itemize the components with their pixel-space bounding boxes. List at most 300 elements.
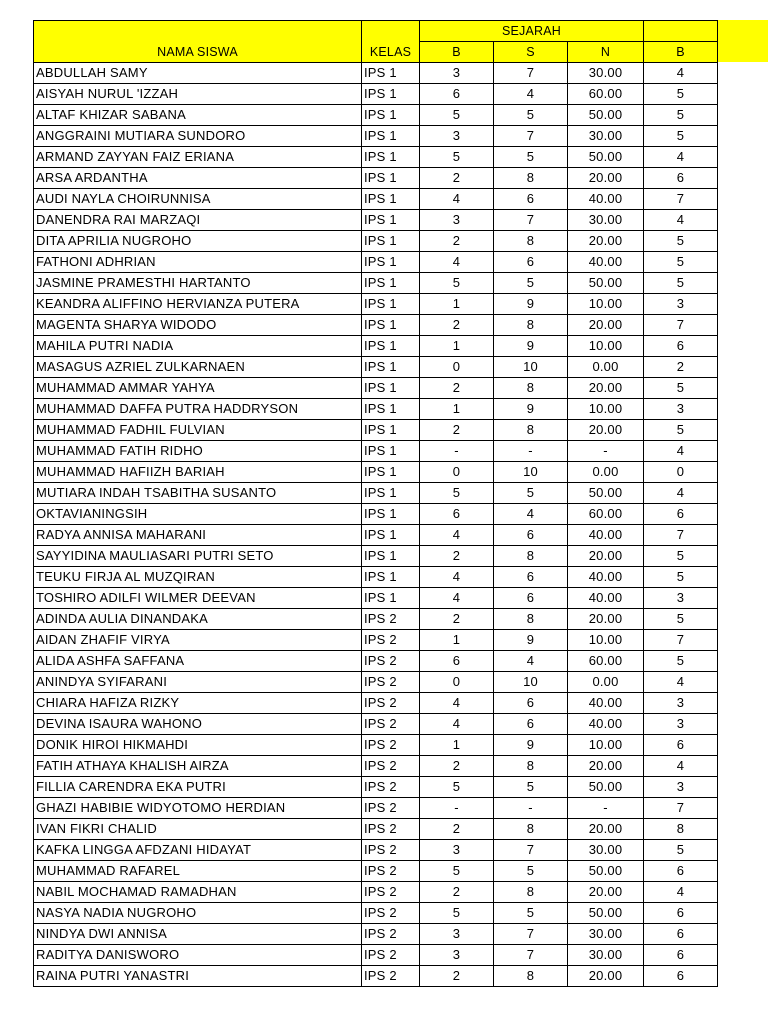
second-b-cell[interactable]: 8 bbox=[644, 819, 718, 840]
class-cell[interactable]: IPS 1 bbox=[362, 252, 420, 273]
wrong-count-cell[interactable]: 10 bbox=[494, 462, 568, 483]
score-cell[interactable]: 40.00 bbox=[568, 525, 644, 546]
class-cell[interactable]: IPS 1 bbox=[362, 378, 420, 399]
student-name-cell[interactable]: KAFKA LINGGA AFDZANI HIDAYAT bbox=[34, 840, 362, 861]
wrong-count-cell[interactable]: 6 bbox=[494, 714, 568, 735]
table-row bbox=[34, 315, 718, 336]
score-cell[interactable]: 20.00 bbox=[568, 420, 644, 441]
correct-count-cell[interactable]: 3 bbox=[420, 924, 494, 945]
score-cell[interactable]: 10.00 bbox=[568, 399, 644, 420]
wrong-count-cell[interactable]: 5 bbox=[494, 483, 568, 504]
wrong-count-cell[interactable]: 6 bbox=[494, 693, 568, 714]
correct-count-cell[interactable]: 1 bbox=[420, 336, 494, 357]
correct-count-cell[interactable]: 5 bbox=[420, 903, 494, 924]
student-name-cell[interactable]: MUHAMMAD AMMAR YAHYA bbox=[34, 378, 362, 399]
second-b-cell[interactable]: 5 bbox=[644, 273, 718, 294]
score-cell[interactable]: 0.00 bbox=[568, 672, 644, 693]
class-cell[interactable]: IPS 1 bbox=[362, 126, 420, 147]
class-cell[interactable]: IPS 2 bbox=[362, 714, 420, 735]
student-name-cell[interactable]: ARMAND ZAYYAN FAIZ ERIANA bbox=[34, 147, 362, 168]
student-name-cell[interactable]: ALTAF KHIZAR SABANA bbox=[34, 105, 362, 126]
score-cell[interactable]: 30.00 bbox=[568, 63, 644, 84]
student-name-cell[interactable]: DITA APRILIA NUGROHO bbox=[34, 231, 362, 252]
second-b-cell[interactable]: 4 bbox=[644, 210, 718, 231]
wrong-count-cell[interactable]: 5 bbox=[494, 861, 568, 882]
correct-count-cell[interactable]: 1 bbox=[420, 294, 494, 315]
class-cell[interactable]: IPS 1 bbox=[362, 462, 420, 483]
second-b-cell[interactable]: 6 bbox=[644, 945, 718, 966]
wrong-count-cell[interactable]: 5 bbox=[494, 777, 568, 798]
second-b-cell[interactable]: 4 bbox=[644, 672, 718, 693]
wrong-count-cell[interactable]: 6 bbox=[494, 252, 568, 273]
header-sejarah-group: SEJARAH bbox=[420, 21, 644, 42]
table-row bbox=[34, 903, 718, 924]
class-cell[interactable]: IPS 2 bbox=[362, 630, 420, 651]
correct-count-cell[interactable]: 2 bbox=[420, 882, 494, 903]
student-name-cell[interactable]: ABDULLAH SAMY bbox=[34, 63, 362, 84]
student-name-cell[interactable]: DEVINA ISAURA WAHONO bbox=[34, 714, 362, 735]
class-cell[interactable]: IPS 2 bbox=[362, 903, 420, 924]
table-row bbox=[34, 357, 718, 378]
wrong-count-cell[interactable]: 8 bbox=[494, 609, 568, 630]
class-cell[interactable]: IPS 1 bbox=[362, 189, 420, 210]
correct-count-cell[interactable]: 3 bbox=[420, 210, 494, 231]
second-b-cell[interactable]: 5 bbox=[644, 84, 718, 105]
wrong-count-cell[interactable]: 7 bbox=[494, 210, 568, 231]
student-score-table bbox=[33, 20, 718, 987]
score-cell[interactable]: 50.00 bbox=[568, 105, 644, 126]
score-cell[interactable]: 20.00 bbox=[568, 882, 644, 903]
student-name-cell[interactable]: MUHAMMAD FADHIL FULVIAN bbox=[34, 420, 362, 441]
score-cell[interactable]: 10.00 bbox=[568, 630, 644, 651]
second-b-cell[interactable]: 6 bbox=[644, 861, 718, 882]
correct-count-cell[interactable]: 6 bbox=[420, 651, 494, 672]
score-cell[interactable]: 60.00 bbox=[568, 504, 644, 525]
score-cell[interactable]: 30.00 bbox=[568, 126, 644, 147]
wrong-count-cell[interactable]: 7 bbox=[494, 924, 568, 945]
correct-count-cell[interactable]: 2 bbox=[420, 420, 494, 441]
class-cell[interactable]: IPS 2 bbox=[362, 861, 420, 882]
correct-count-cell[interactable]: 2 bbox=[420, 609, 494, 630]
table-row bbox=[34, 567, 718, 588]
score-cell[interactable]: - bbox=[568, 798, 644, 819]
correct-count-cell[interactable]: 2 bbox=[420, 315, 494, 336]
second-b-cell[interactable]: 3 bbox=[644, 693, 718, 714]
class-cell[interactable]: IPS 1 bbox=[362, 84, 420, 105]
table-row bbox=[34, 693, 718, 714]
wrong-count-cell[interactable]: 9 bbox=[494, 336, 568, 357]
table-row bbox=[34, 168, 718, 189]
table-row bbox=[34, 798, 718, 819]
student-name-cell[interactable]: MASAGUS AZRIEL ZULKARNAEN bbox=[34, 357, 362, 378]
class-cell[interactable]: IPS 1 bbox=[362, 147, 420, 168]
score-cell[interactable]: 20.00 bbox=[568, 168, 644, 189]
second-b-cell[interactable]: 5 bbox=[644, 651, 718, 672]
score-cell[interactable]: 20.00 bbox=[568, 378, 644, 399]
second-b-cell[interactable]: 2 bbox=[644, 357, 718, 378]
table-row bbox=[34, 777, 718, 798]
score-cell[interactable]: 0.00 bbox=[568, 462, 644, 483]
score-cell[interactable]: 40.00 bbox=[568, 252, 644, 273]
score-cell[interactable]: 50.00 bbox=[568, 273, 644, 294]
table-row bbox=[34, 420, 718, 441]
second-b-cell[interactable]: 6 bbox=[644, 168, 718, 189]
class-cell[interactable]: IPS 1 bbox=[362, 546, 420, 567]
wrong-count-cell[interactable]: 5 bbox=[494, 273, 568, 294]
class-cell[interactable]: IPS 2 bbox=[362, 651, 420, 672]
score-cell[interactable]: 30.00 bbox=[568, 210, 644, 231]
score-cell[interactable]: 10.00 bbox=[568, 336, 644, 357]
correct-count-cell[interactable]: 5 bbox=[420, 777, 494, 798]
header-row-group bbox=[34, 21, 718, 42]
second-b-cell[interactable]: 6 bbox=[644, 924, 718, 945]
class-cell[interactable]: IPS 2 bbox=[362, 840, 420, 861]
student-name-cell[interactable]: RADYA ANNISA MAHARANI bbox=[34, 525, 362, 546]
correct-count-cell[interactable]: - bbox=[420, 798, 494, 819]
table-row bbox=[34, 609, 718, 630]
table-row bbox=[34, 861, 718, 882]
wrong-count-cell[interactable]: 8 bbox=[494, 966, 568, 987]
correct-count-cell[interactable]: 1 bbox=[420, 735, 494, 756]
class-cell[interactable]: IPS 2 bbox=[362, 819, 420, 840]
correct-count-cell[interactable]: 4 bbox=[420, 714, 494, 735]
wrong-count-cell[interactable]: 5 bbox=[494, 147, 568, 168]
class-cell[interactable]: IPS 2 bbox=[362, 609, 420, 630]
student-name-cell[interactable]: ARSA ARDANTHA bbox=[34, 168, 362, 189]
class-cell[interactable]: IPS 1 bbox=[362, 441, 420, 462]
second-b-cell[interactable]: 0 bbox=[644, 462, 718, 483]
wrong-count-cell[interactable]: 8 bbox=[494, 756, 568, 777]
second-b-cell[interactable]: 5 bbox=[644, 546, 718, 567]
class-cell[interactable]: IPS 2 bbox=[362, 924, 420, 945]
student-name-cell[interactable]: FATHONI ADHRIAN bbox=[34, 252, 362, 273]
student-name-cell[interactable]: DONIK HIROI HIKMAHDI bbox=[34, 735, 362, 756]
header-col-b2: B bbox=[644, 42, 718, 63]
score-cell[interactable]: 30.00 bbox=[568, 945, 644, 966]
student-name-cell[interactable]: TEUKU FIRJA AL MUZQIRAN bbox=[34, 567, 362, 588]
class-cell[interactable]: IPS 1 bbox=[362, 63, 420, 84]
table-row bbox=[34, 147, 718, 168]
second-b-cell[interactable]: 7 bbox=[644, 189, 718, 210]
correct-count-cell[interactable]: 4 bbox=[420, 252, 494, 273]
class-cell[interactable]: IPS 1 bbox=[362, 105, 420, 126]
class-cell[interactable]: IPS 2 bbox=[362, 798, 420, 819]
score-cell[interactable]: 40.00 bbox=[568, 189, 644, 210]
class-cell[interactable]: IPS 1 bbox=[362, 315, 420, 336]
class-cell[interactable]: IPS 1 bbox=[362, 504, 420, 525]
score-cell[interactable]: 20.00 bbox=[568, 819, 644, 840]
score-cell[interactable]: 20.00 bbox=[568, 609, 644, 630]
correct-count-cell[interactable]: 2 bbox=[420, 966, 494, 987]
table-row bbox=[34, 966, 718, 987]
wrong-count-cell[interactable]: 6 bbox=[494, 525, 568, 546]
correct-count-cell[interactable]: 1 bbox=[420, 399, 494, 420]
score-cell[interactable]: 60.00 bbox=[568, 651, 644, 672]
table-row bbox=[34, 882, 718, 903]
second-b-cell[interactable]: 5 bbox=[644, 420, 718, 441]
class-cell[interactable]: IPS 1 bbox=[362, 420, 420, 441]
score-cell[interactable]: 40.00 bbox=[568, 588, 644, 609]
correct-count-cell[interactable]: 0 bbox=[420, 357, 494, 378]
wrong-count-cell[interactable]: 9 bbox=[494, 294, 568, 315]
wrong-count-cell[interactable]: 6 bbox=[494, 588, 568, 609]
second-b-cell[interactable]: 5 bbox=[644, 609, 718, 630]
student-name-cell[interactable]: NASYA NADIA NUGROHO bbox=[34, 903, 362, 924]
score-cell[interactable]: 20.00 bbox=[568, 966, 644, 987]
student-name-cell[interactable]: MAHILA PUTRI NADIA bbox=[34, 336, 362, 357]
correct-count-cell[interactable]: 5 bbox=[420, 483, 494, 504]
student-name-cell[interactable]: MUTIARA INDAH TSABITHA SUSANTO bbox=[34, 483, 362, 504]
score-cell[interactable]: 40.00 bbox=[568, 567, 644, 588]
second-b-cell[interactable]: 6 bbox=[644, 735, 718, 756]
table-row bbox=[34, 84, 718, 105]
correct-count-cell[interactable]: 0 bbox=[420, 462, 494, 483]
wrong-count-cell[interactable]: 8 bbox=[494, 231, 568, 252]
table-row bbox=[34, 945, 718, 966]
table-row bbox=[34, 294, 718, 315]
correct-count-cell[interactable]: 3 bbox=[420, 63, 494, 84]
student-name-cell[interactable]: MUHAMMAD HAFIIZH BARIAH bbox=[34, 462, 362, 483]
score-cell[interactable]: 50.00 bbox=[568, 147, 644, 168]
header-col-s: S bbox=[494, 42, 568, 63]
second-b-cell[interactable]: 6 bbox=[644, 966, 718, 987]
score-cell[interactable]: 60.00 bbox=[568, 84, 644, 105]
correct-count-cell[interactable]: 4 bbox=[420, 525, 494, 546]
correct-count-cell[interactable]: 4 bbox=[420, 693, 494, 714]
score-cell[interactable]: 10.00 bbox=[568, 735, 644, 756]
correct-count-cell[interactable]: 2 bbox=[420, 231, 494, 252]
second-b-cell[interactable]: 7 bbox=[644, 315, 718, 336]
class-cell[interactable]: IPS 1 bbox=[362, 294, 420, 315]
wrong-count-cell[interactable]: 8 bbox=[494, 315, 568, 336]
second-b-cell[interactable]: 6 bbox=[644, 336, 718, 357]
class-cell[interactable]: IPS 2 bbox=[362, 756, 420, 777]
wrong-count-cell[interactable]: 4 bbox=[494, 651, 568, 672]
score-cell[interactable]: 30.00 bbox=[568, 924, 644, 945]
second-b-cell[interactable]: 4 bbox=[644, 441, 718, 462]
second-b-cell[interactable]: 5 bbox=[644, 378, 718, 399]
class-cell[interactable]: IPS 1 bbox=[362, 231, 420, 252]
class-cell[interactable]: IPS 2 bbox=[362, 777, 420, 798]
student-name-cell[interactable]: KEANDRA ALIFFINO HERVIANZA PUTERA bbox=[34, 294, 362, 315]
second-b-cell[interactable]: 5 bbox=[644, 567, 718, 588]
score-cell[interactable]: 40.00 bbox=[568, 693, 644, 714]
wrong-count-cell[interactable]: - bbox=[494, 441, 568, 462]
student-name-cell[interactable]: AIDAN ZHAFIF VIRYA bbox=[34, 630, 362, 651]
second-b-cell[interactable]: 6 bbox=[644, 903, 718, 924]
class-cell[interactable]: IPS 2 bbox=[362, 735, 420, 756]
score-cell[interactable]: 50.00 bbox=[568, 903, 644, 924]
second-b-cell[interactable]: 7 bbox=[644, 630, 718, 651]
correct-count-cell[interactable]: 4 bbox=[420, 189, 494, 210]
header-kelas: KELAS bbox=[362, 21, 420, 63]
correct-count-cell[interactable]: 2 bbox=[420, 819, 494, 840]
score-cell[interactable]: 50.00 bbox=[568, 861, 644, 882]
wrong-count-cell[interactable]: 10 bbox=[494, 357, 568, 378]
second-b-cell[interactable]: 5 bbox=[644, 840, 718, 861]
wrong-count-cell[interactable]: 6 bbox=[494, 189, 568, 210]
class-cell[interactable]: IPS 2 bbox=[362, 693, 420, 714]
student-name-cell[interactable]: FATIH ATHAYA KHALISH AIRZA bbox=[34, 756, 362, 777]
second-b-cell[interactable]: 6 bbox=[644, 504, 718, 525]
student-name-cell[interactable]: TOSHIRO ADILFI WILMER DEEVAN bbox=[34, 588, 362, 609]
score-cell[interactable]: - bbox=[568, 441, 644, 462]
wrong-count-cell[interactable]: 5 bbox=[494, 105, 568, 126]
wrong-count-cell[interactable]: 9 bbox=[494, 630, 568, 651]
correct-count-cell[interactable]: 3 bbox=[420, 945, 494, 966]
score-cell[interactable]: 20.00 bbox=[568, 231, 644, 252]
correct-count-cell[interactable]: 5 bbox=[420, 273, 494, 294]
second-b-cell[interactable]: 3 bbox=[644, 777, 718, 798]
second-b-cell[interactable]: 3 bbox=[644, 399, 718, 420]
class-cell[interactable]: IPS 2 bbox=[362, 945, 420, 966]
class-cell[interactable]: IPS 1 bbox=[362, 336, 420, 357]
student-name-cell[interactable]: MUHAMMAD RAFAREL bbox=[34, 861, 362, 882]
correct-count-cell[interactable]: 5 bbox=[420, 105, 494, 126]
student-name-cell[interactable]: MUHAMMAD DAFFA PUTRA HADDRYSON bbox=[34, 399, 362, 420]
wrong-count-cell[interactable]: 7 bbox=[494, 126, 568, 147]
student-name-cell[interactable]: ANINDYA SYIFARANI bbox=[34, 672, 362, 693]
class-cell[interactable]: IPS 1 bbox=[362, 588, 420, 609]
wrong-count-cell[interactable]: 4 bbox=[494, 504, 568, 525]
correct-count-cell[interactable]: 4 bbox=[420, 567, 494, 588]
wrong-count-cell[interactable]: 8 bbox=[494, 420, 568, 441]
student-name-cell[interactable]: JASMINE PRAMESTHI HARTANTO bbox=[34, 273, 362, 294]
student-name-cell[interactable]: SAYYIDINA MAULIASARI PUTRI SETO bbox=[34, 546, 362, 567]
student-name-cell[interactable]: FILLIA CARENDRA EKA PUTRI bbox=[34, 777, 362, 798]
table-row bbox=[34, 546, 718, 567]
wrong-count-cell[interactable]: 8 bbox=[494, 819, 568, 840]
wrong-count-cell[interactable]: 5 bbox=[494, 903, 568, 924]
wrong-count-cell[interactable]: 8 bbox=[494, 378, 568, 399]
correct-count-cell[interactable]: 3 bbox=[420, 840, 494, 861]
table-row bbox=[34, 651, 718, 672]
header-nama-siswa: NAMA SISWA bbox=[34, 21, 362, 63]
table-row bbox=[34, 525, 718, 546]
student-name-cell[interactable]: AUDI NAYLA CHOIRUNNISA bbox=[34, 189, 362, 210]
correct-count-cell[interactable]: 3 bbox=[420, 126, 494, 147]
student-name-cell[interactable]: ADINDA AULIA DINANDAKA bbox=[34, 609, 362, 630]
table-row bbox=[34, 672, 718, 693]
student-name-cell[interactable]: DANENDRA RAI MARZAQI bbox=[34, 210, 362, 231]
wrong-count-cell[interactable]: 8 bbox=[494, 546, 568, 567]
wrong-count-cell[interactable]: 7 bbox=[494, 840, 568, 861]
table-row bbox=[34, 924, 718, 945]
class-cell[interactable]: IPS 1 bbox=[362, 483, 420, 504]
student-name-cell[interactable]: MUHAMMAD FATIH RIDHO bbox=[34, 441, 362, 462]
class-cell[interactable]: IPS 2 bbox=[362, 672, 420, 693]
student-name-cell[interactable]: RADITYA DANISWORO bbox=[34, 945, 362, 966]
second-b-cell[interactable]: 7 bbox=[644, 798, 718, 819]
correct-count-cell[interactable]: 2 bbox=[420, 168, 494, 189]
correct-count-cell[interactable]: 2 bbox=[420, 546, 494, 567]
student-name-cell[interactable]: NINDYA DWI ANNISA bbox=[34, 924, 362, 945]
second-b-cell[interactable]: 3 bbox=[644, 294, 718, 315]
second-b-cell[interactable]: 4 bbox=[644, 63, 718, 84]
student-name-cell[interactable]: RAINA PUTRI YANASTRI bbox=[34, 966, 362, 987]
second-b-cell[interactable]: 4 bbox=[644, 147, 718, 168]
score-cell[interactable]: 20.00 bbox=[568, 315, 644, 336]
class-cell[interactable]: IPS 1 bbox=[362, 567, 420, 588]
second-b-cell[interactable]: 4 bbox=[644, 882, 718, 903]
correct-count-cell[interactable]: 0 bbox=[420, 672, 494, 693]
score-cell[interactable]: 20.00 bbox=[568, 756, 644, 777]
table-row bbox=[34, 630, 718, 651]
correct-count-cell[interactable]: 1 bbox=[420, 630, 494, 651]
score-cell[interactable]: 30.00 bbox=[568, 840, 644, 861]
student-name-cell[interactable]: AISYAH NURUL 'IZZAH bbox=[34, 84, 362, 105]
class-cell[interactable]: IPS 1 bbox=[362, 399, 420, 420]
wrong-count-cell[interactable]: 9 bbox=[494, 399, 568, 420]
table-row bbox=[34, 504, 718, 525]
wrong-count-cell[interactable]: 8 bbox=[494, 168, 568, 189]
student-name-cell[interactable]: OKTAVIANINGSIH bbox=[34, 504, 362, 525]
second-b-cell[interactable]: 5 bbox=[644, 231, 718, 252]
table-row bbox=[34, 462, 718, 483]
correct-count-cell[interactable]: 4 bbox=[420, 588, 494, 609]
table-row bbox=[34, 126, 718, 147]
second-b-cell[interactable]: 5 bbox=[644, 252, 718, 273]
table-row bbox=[34, 756, 718, 777]
student-name-cell[interactable]: GHAZI HABIBIE WIDYOTOMO HERDIAN bbox=[34, 798, 362, 819]
second-b-cell[interactable]: 4 bbox=[644, 483, 718, 504]
wrong-count-cell[interactable]: - bbox=[494, 798, 568, 819]
wrong-count-cell[interactable]: 6 bbox=[494, 567, 568, 588]
score-cell[interactable]: 40.00 bbox=[568, 714, 644, 735]
correct-count-cell[interactable]: 6 bbox=[420, 84, 494, 105]
second-b-cell[interactable]: 5 bbox=[644, 105, 718, 126]
second-b-cell[interactable]: 7 bbox=[644, 525, 718, 546]
score-cell[interactable]: 50.00 bbox=[568, 483, 644, 504]
table-row bbox=[34, 483, 718, 504]
wrong-count-cell[interactable]: 10 bbox=[494, 672, 568, 693]
correct-count-cell[interactable]: - bbox=[420, 441, 494, 462]
wrong-count-cell[interactable]: 4 bbox=[494, 84, 568, 105]
wrong-count-cell[interactable]: 7 bbox=[494, 945, 568, 966]
correct-count-cell[interactable]: 5 bbox=[420, 861, 494, 882]
student-name-cell[interactable]: IVAN FIKRI CHALID bbox=[34, 819, 362, 840]
score-cell[interactable]: 0.00 bbox=[568, 357, 644, 378]
student-name-cell[interactable]: ALIDA ASHFA SAFFANA bbox=[34, 651, 362, 672]
table-row bbox=[34, 210, 718, 231]
second-b-cell[interactable]: 3 bbox=[644, 714, 718, 735]
class-cell[interactable]: IPS 1 bbox=[362, 168, 420, 189]
class-cell[interactable]: IPS 1 bbox=[362, 273, 420, 294]
student-name-cell[interactable]: CHIARA HAFIZA RIZKY bbox=[34, 693, 362, 714]
score-cell[interactable]: 20.00 bbox=[568, 546, 644, 567]
score-cell[interactable]: 50.00 bbox=[568, 777, 644, 798]
student-name-cell[interactable]: ANGGRAINI MUTIARA SUNDORO bbox=[34, 126, 362, 147]
class-cell[interactable]: IPS 1 bbox=[362, 210, 420, 231]
class-cell[interactable]: IPS 1 bbox=[362, 525, 420, 546]
student-name-cell[interactable]: NABIL MOCHAMAD RAMADHAN bbox=[34, 882, 362, 903]
class-cell[interactable]: IPS 2 bbox=[362, 966, 420, 987]
correct-count-cell[interactable]: 2 bbox=[420, 378, 494, 399]
wrong-count-cell[interactable]: 9 bbox=[494, 735, 568, 756]
class-cell[interactable]: IPS 1 bbox=[362, 357, 420, 378]
second-b-cell[interactable]: 3 bbox=[644, 588, 718, 609]
wrong-count-cell[interactable]: 7 bbox=[494, 63, 568, 84]
student-name-cell[interactable]: MAGENTA SHARYA WIDODO bbox=[34, 315, 362, 336]
second-b-cell[interactable]: 4 bbox=[644, 756, 718, 777]
second-b-cell[interactable]: 5 bbox=[644, 126, 718, 147]
class-cell[interactable]: IPS 2 bbox=[362, 882, 420, 903]
correct-count-cell[interactable]: 2 bbox=[420, 756, 494, 777]
correct-count-cell[interactable]: 6 bbox=[420, 504, 494, 525]
score-cell[interactable]: 10.00 bbox=[568, 294, 644, 315]
correct-count-cell[interactable]: 5 bbox=[420, 147, 494, 168]
wrong-count-cell[interactable]: 8 bbox=[494, 882, 568, 903]
